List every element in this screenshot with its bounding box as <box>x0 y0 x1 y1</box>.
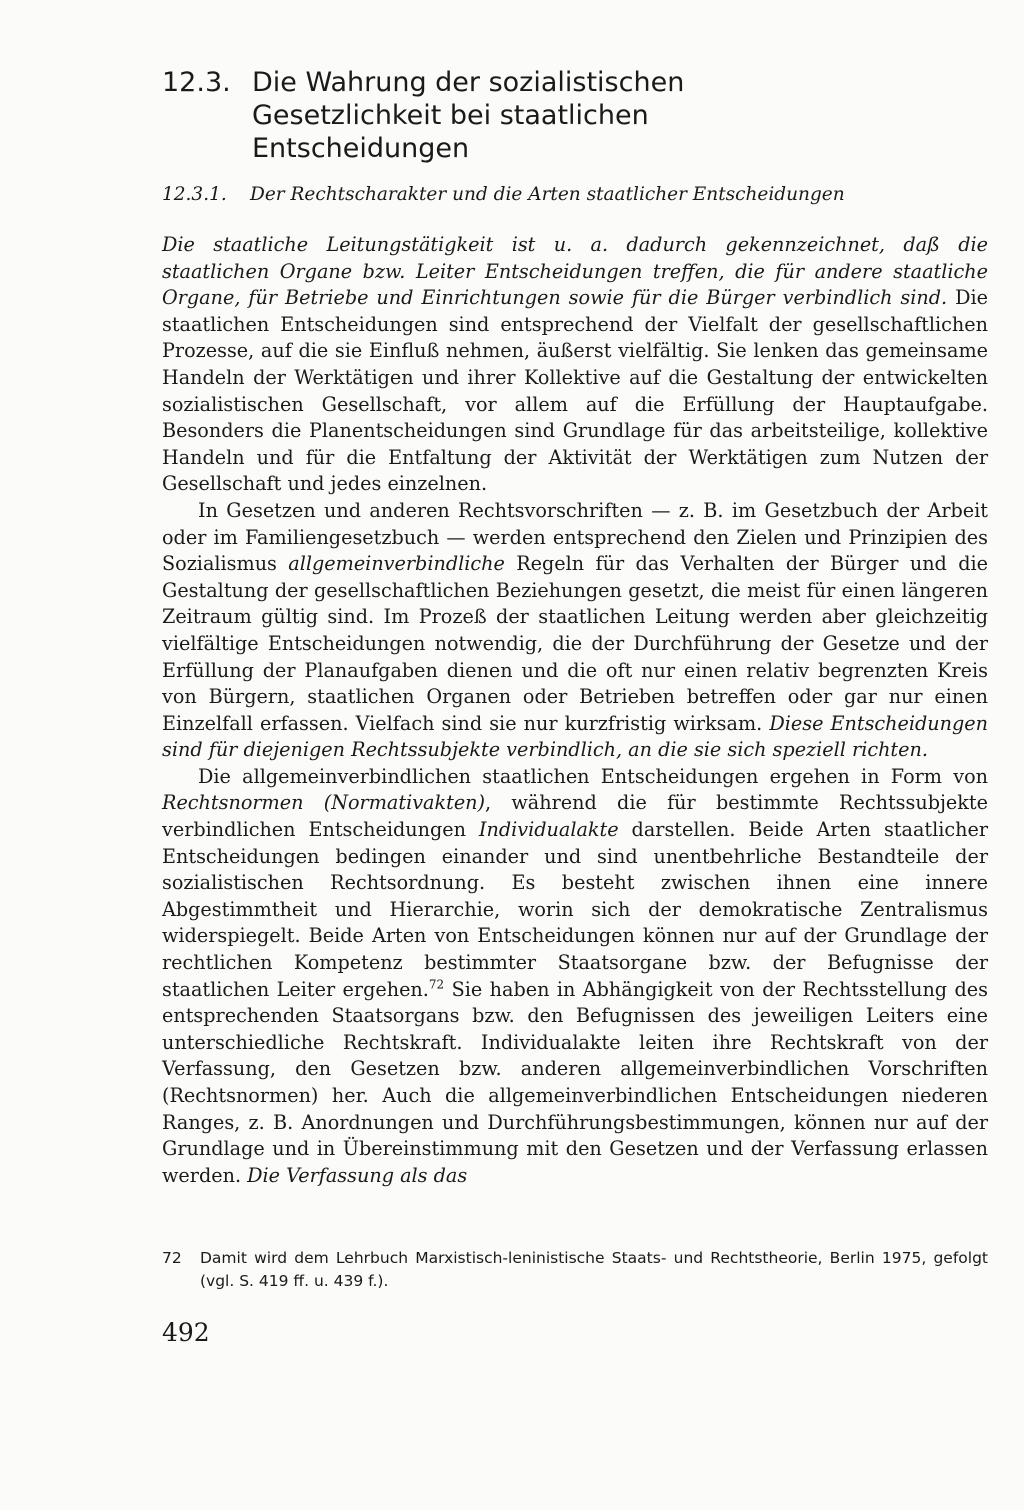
page-number: 492 <box>162 1318 210 1347</box>
text-run: Sie haben in Abhängigkeit von der Rechtsstellung des entsprechenden Staatsorgans bzw. den Befugnissen des jeweiligen Leiters eine unterschiedliche Rechtskraft. Individualakte leiten ihre Rechtskraft von der Verfassung, den Gesetzen bzw. anderen allgemeinverbindlichen Vorschriften (Rechtsnormen) her. Auch die allgemeinverbindlichen Entscheidungen niederen Ranges, z. B. Anordnungen und Durchführungsbestimmungen, können nur auf der Grundlage und in Übereinstimmung mit den Gesetzen und der Verfassung erlassen werden. <box>162 977 988 1187</box>
section-number: 12.3. <box>162 67 231 98</box>
section-title: Die Wahrung der sozialistischen Gesetzlichkeit bei staatlichen Entscheidungen <box>252 67 685 164</box>
footnote-reference[interactable]: 72 <box>428 977 445 992</box>
text-run: Die staatlichen Entscheidungen sind entsprechend der Vielfalt der gesellschaftlichen Prozesse, auf die sie Einfluß nehmen, äußerst vielfältig. Sie lenken das gemeinsame Handeln der Werktätigen und ihrer Kollektive auf die Gestaltung der entwickelten sozialistischen Gesellschaft, vor allem auf die Erfüllung der Hauptaufgabe. Besonders die Planentscheidungen sind Grundlage für das arbeitsteilige, kollektive Handeln und für die Entfaltung der Aktivität der Werktätigen zum Nutzen der Gesellschaft und jedes einzelnen. <box>162 286 988 496</box>
subsection-number: 12.3.1. <box>162 184 227 205</box>
emphasis: Individualakte <box>478 818 619 842</box>
paragraph-3 <box>162 764 988 1190</box>
body-text <box>162 232 988 1189</box>
emphasis: allgemeinverbindliche <box>288 552 505 576</box>
footnote-text: Damit wird dem Lehrbuch Marxistisch-leninistische Staats- und Rechtstheorie, Berlin 1975, gefolgt (vgl. S. 419 ff. u. 439 f.). <box>200 1249 988 1290</box>
text-run: Die allgemeinverbindlichen staatlichen Entscheidungen ergehen in Form von <box>198 764 988 788</box>
text-run: Regeln für das Verhalten der Bürger und die Gestaltung der gesellschaftlichen Beziehungen gesetzt, die meist für einen längeren Zeitraum gültig sind. Im Prozeß der staatlichen Leitung werden aber gleichzeitig vielfältige Entscheidungen notwendig, die der Durchführung der Gesetze und der Erfüllung der Planaufgaben dienen und die oft nur einen relativ begrenzten Kreis von Bürgern, staatlichen Organen oder Betrieben betreffen oder gar nur einen Einzelfall erfassen. Vielfach sind sie nur kurzfristig wirksam. <box>162 552 988 735</box>
paragraph-1 <box>162 232 988 498</box>
text-run: darstellen. Beide Arten staatlicher Entscheidungen bedingen einander und sind unentbehrliche Bestandteile der sozialistischen Rechtsordnung. Es besteht zwischen ihnen eine innere Abgestimmtheit und Hierarchie, worin sich der demokratische Zentralismus widerspiegelt. Beide Arten von Entscheidungen können nur auf der Grundlage der rechtlichen Kompetenz bestimmter Staatsorgane bzw. der Befugnisse der staatlichen Leiter ergehen. <box>162 818 988 1001</box>
emphasis: Die staatliche Leitungstätigkeit ist u. a. dadurch gekennzeichnet, daß die staatlichen Organe bzw. Leiter Entscheidungen treffen, die für andere staatliche Organe, für Betriebe und Einrichtungen sowie für die Bürger verbindlich sind. <box>162 233 988 310</box>
paragraph-2 <box>162 498 988 764</box>
text-run: In Gesetzen und anderen Rechtsvorschriften — z. B. im Gesetzbuch der Arbeit oder im Familiengesetzbuch — werden entsprechend den Zielen und Prinzipien des Sozialismus <box>162 498 988 576</box>
footnote-number: 72 <box>162 1249 182 1267</box>
emphasis: Diese Entscheidungen sind für diejenigen Rechtssubjekte verbindlich, an die sie sich speziell richten. <box>162 711 989 762</box>
subsection-title: Der Rechtscharakter und die Arten staatlicher Entscheidungen <box>250 184 845 205</box>
text-run: , während die für bestimmte Rechtssubjekte verbindlichen Entscheidungen <box>162 791 988 842</box>
emphasis: Die Verfassung als das <box>247 1163 468 1187</box>
emphasis: Rechtsnormen (Normativakten) <box>162 791 486 815</box>
